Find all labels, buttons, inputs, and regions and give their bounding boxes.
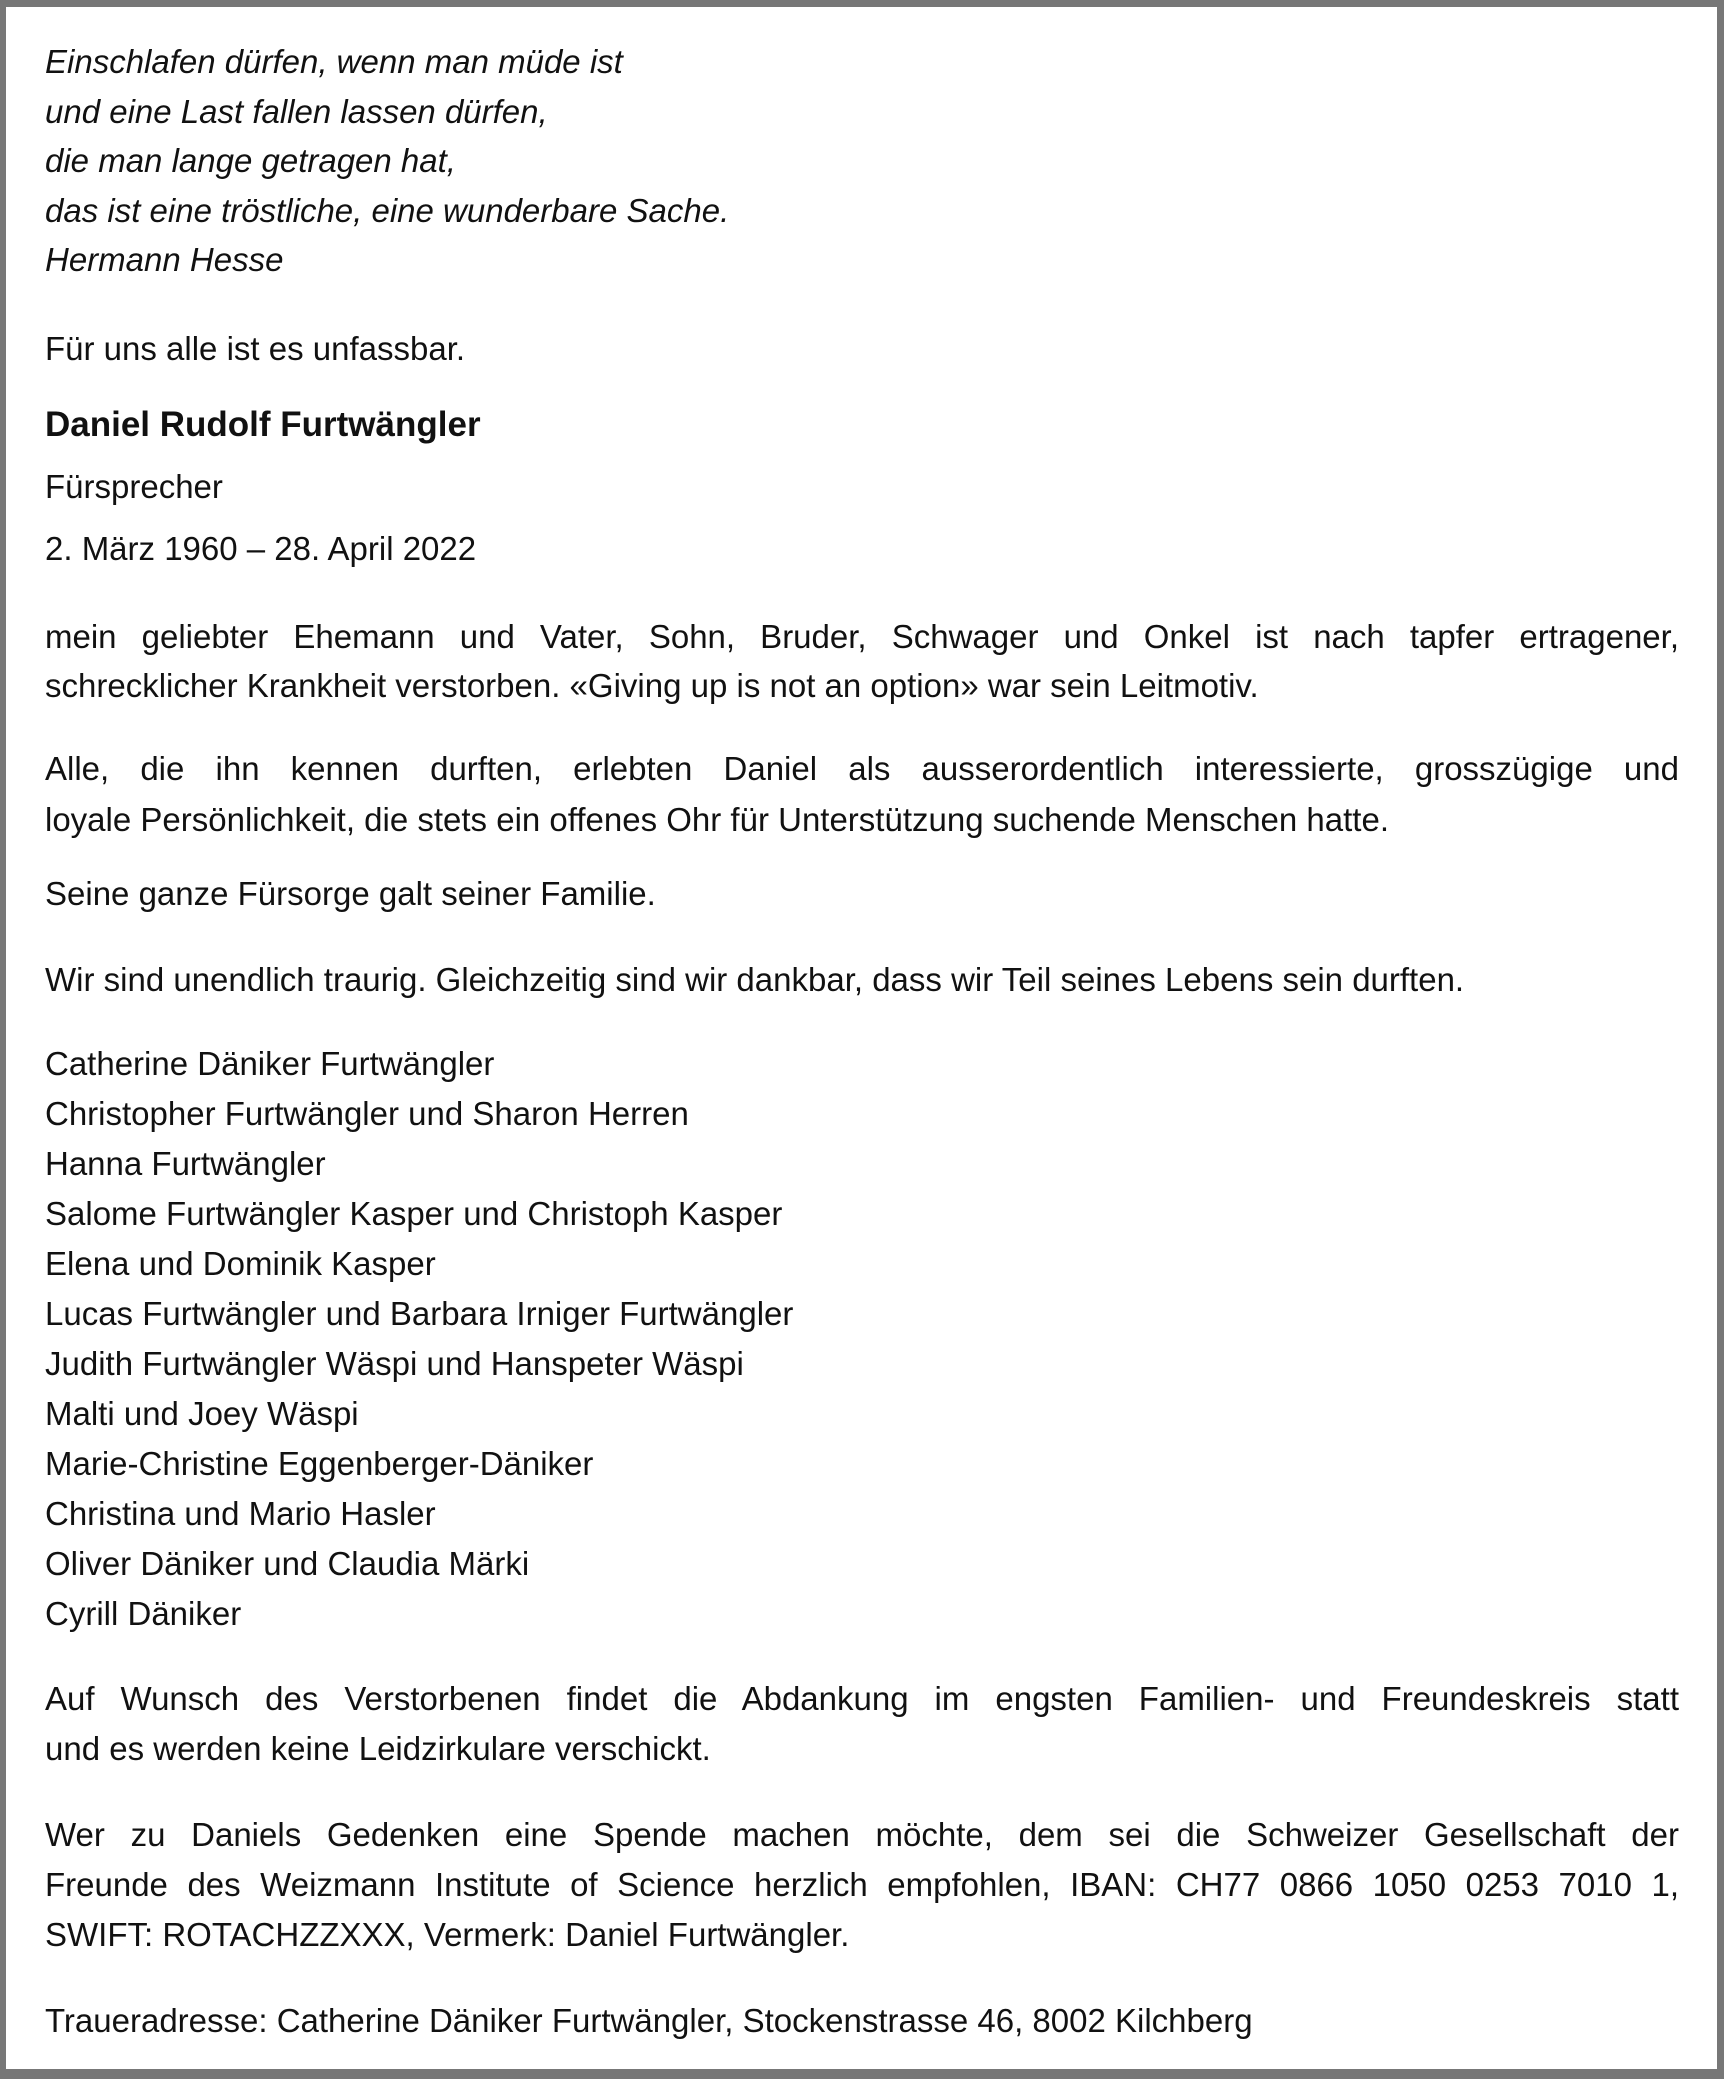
mourner-name: Oliver Däniker und Claudia Märki xyxy=(45,1545,530,1582)
paragraph-line: mein geliebter Ehemann und Vater, Sohn, Bruder, Schwager und Onkel ist nach tapfer ertragener, xyxy=(45,618,1679,655)
obituary-page xyxy=(6,7,1717,2069)
poem-line: Einschlafen dürfen, wenn man müde ist xyxy=(45,43,623,80)
funeral-line: Auf Wunsch des Verstorbenen findet die Abdankung im engsten Familien- und Freundeskreis statt xyxy=(45,1680,1679,1717)
mourner-name: Judith Furtwängler Wäspi und Hanspeter Wäspi xyxy=(45,1345,744,1382)
mourner-name: Malti und Joey Wäspi xyxy=(45,1395,359,1432)
mourner-name: Salome Furtwängler Kasper und Christoph Kasper xyxy=(45,1195,783,1232)
donation-line: Freunde des Weizmann Institute of Science herzlich empfohlen, IBAN: CH77 0866 1050 0253 7010 1, xyxy=(45,1866,1679,1903)
poem-author: Hermann Hesse xyxy=(45,241,284,278)
deceased-name: Daniel Rudolf Furtwängler xyxy=(45,405,481,444)
paragraph-line: Alle, die ihn kennen durften, erlebten Daniel als ausserordentlich interessierte, grosszügige und xyxy=(45,750,1679,787)
donation-line: Wer zu Daniels Gedenken eine Spende machen möchte, dem sei die Schweizer Gesellschaft der xyxy=(45,1816,1679,1853)
mourning-address: Traueradresse: Catherine Däniker Furtwängler, Stockenstrasse 46, 8002 Kilchberg xyxy=(45,2002,1253,2039)
mourner-name: Cyrill Däniker xyxy=(45,1595,242,1632)
mourner-name: Christina und Mario Hasler xyxy=(45,1495,436,1532)
paragraph-line: loyale Persönlichkeit, die stets ein offenes Ohr für Unterstützung suchende Menschen hatte. xyxy=(45,801,1389,838)
paragraph-line: Wir sind unendlich traurig. Gleichzeitig sind wir dankbar, dass wir Teil seines Lebens sein durften. xyxy=(45,961,1465,998)
poem-line: das ist eine tröstliche, eine wunderbare Sache. xyxy=(45,192,730,229)
deceased-dates: 2. März 1960 – 28. April 2022 xyxy=(45,530,477,567)
mourner-name: Elena und Dominik Kasper xyxy=(45,1245,436,1282)
donation-line: SWIFT: ROTACHZZXXX, Vermerk: Daniel Furtwängler. xyxy=(45,1916,850,1953)
mourner-name: Marie-Christine Eggenberger-Däniker xyxy=(45,1445,594,1482)
funeral-line: und es werden keine Leidzirkulare verschickt. xyxy=(45,1730,711,1767)
intro-text: Für uns alle ist es unfassbar. xyxy=(45,330,466,367)
poem-line: die man lange getragen hat, xyxy=(45,142,456,179)
mourner-name: Christopher Furtwängler und Sharon Herren xyxy=(45,1095,689,1132)
paragraph-line: Seine ganze Fürsorge galt seiner Familie. xyxy=(45,875,656,912)
poem-line: und eine Last fallen lassen dürfen, xyxy=(45,93,548,130)
mourner-name: Hanna Furtwängler xyxy=(45,1145,326,1182)
mourner-name: Catherine Däniker Furtwängler xyxy=(45,1045,495,1082)
paragraph-line: schrecklicher Krankheit verstorben. «Giving up is not an option» war sein Leitmotiv. xyxy=(45,667,1259,704)
deceased-title: Fürsprecher xyxy=(45,468,223,505)
mourner-name: Lucas Furtwängler und Barbara Irniger Furtwängler xyxy=(45,1295,794,1332)
